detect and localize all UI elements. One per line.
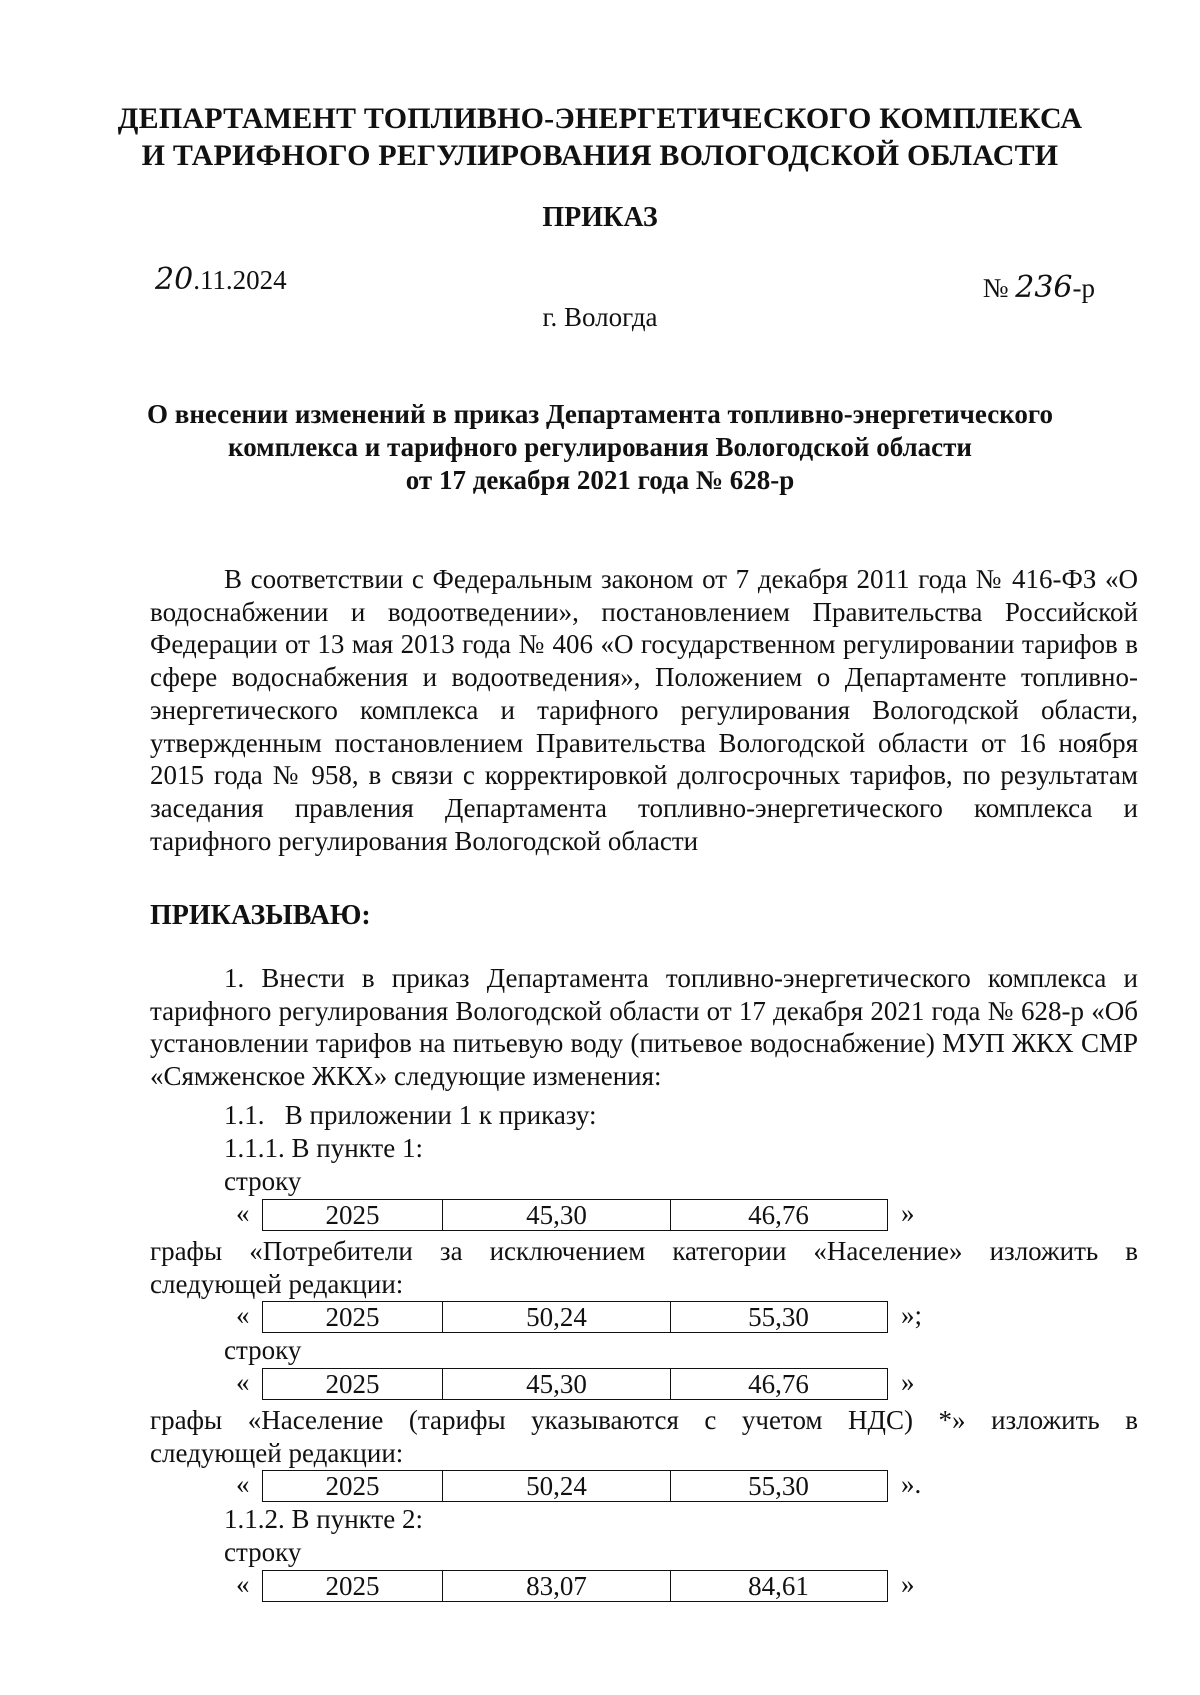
item-1-1-2: 1.1.2. В пункте 2: <box>224 1504 423 1534</box>
next-edition-label: следующей редакции: <box>150 1438 404 1468</box>
table-cell-value-2: 46,76 <box>748 1369 809 1399</box>
preamble-paragraph: В соответствии с Федеральным законом от 7 декабря 2011 года № 416-ФЗ «О водоснабжении и водоотведении», постановлением Правительства Российской Федерации от 13 мая 2013 года № 406 «О государственном регулировании тарифов в сфере водоснабжения и водоотведения», Положением о Департаменте топливно-энергетического комплекса и тарифного регулирования Вологодской области, утвержденным постановлением Правительства Вологодской области от 16 ноября 2015 года № 958, в связи с корректировкой долгосрочных тарифов, по результатам заседания правления Департамента топливно-энергетического комплекса и тарифного регулирования Вологодской области <box>150 564 1138 856</box>
city: г. Вологда <box>542 302 658 332</box>
order-date <box>155 262 287 297</box>
order-word: ПРИКАЗЫВАЮ: <box>150 900 371 931</box>
handwritten-number: 236 <box>1015 270 1073 305</box>
subject-line-1: О внесении изменений в приказ Департамента топливно-энергетического <box>146 399 1053 429</box>
stroku-label: строку <box>224 1537 302 1567</box>
table-cell-value-2: 46,76 <box>748 1200 809 1230</box>
table-cell-value-2: 84,61 <box>748 1571 809 1601</box>
order-subject <box>0 398 1200 497</box>
open-quote: « <box>236 1569 250 1599</box>
table-cell-value-1: 50,24 <box>443 1471 671 1501</box>
close-quote: » <box>901 1569 915 1599</box>
tariff-table-row <box>262 1199 888 1231</box>
table-cell-value-1: 83,07 <box>443 1571 671 1601</box>
table-cell-year: 2025 <box>263 1471 443 1501</box>
stroku-label: строку <box>224 1166 302 1196</box>
table-cell-year: 2025 <box>263 1369 443 1399</box>
grafy-2-line: графы «Население (тарифы указываются с учетом НДС) *» изложить в <box>150 1405 1138 1435</box>
department-header <box>0 100 1200 174</box>
close-quote-period: ». <box>901 1469 922 1499</box>
next-edition-label: следующей редакции: <box>150 1269 404 1299</box>
table-cell-value-2: 55,30 <box>748 1471 809 1501</box>
open-quote: « <box>236 1300 250 1330</box>
tariff-table-row <box>262 1570 888 1602</box>
table-cell-value-1: 45,30 <box>443 1369 671 1399</box>
table-cell-year: 2025 <box>263 1200 443 1230</box>
number-suffix: -р <box>1072 273 1095 303</box>
close-quote-semicolon: »; <box>901 1300 923 1330</box>
department-line-2: И ТАРИФНОГО РЕГУЛИРОВАНИЯ ВОЛОГОДСКОЙ ОБЛАСТИ <box>141 139 1059 172</box>
number-prefix: № <box>982 273 1009 303</box>
table-cell-year: 2025 <box>263 1571 443 1601</box>
item-1-1: 1.1. В приложении 1 к приказу: <box>224 1100 597 1130</box>
close-quote: » <box>901 1198 915 1228</box>
tariff-table-row <box>262 1301 888 1333</box>
open-quote: « <box>236 1367 250 1397</box>
close-quote: » <box>901 1367 915 1397</box>
order-number <box>983 270 1095 305</box>
date-rest: .11.2024 <box>193 265 287 295</box>
table-cell-value-1: 50,24 <box>443 1302 671 1332</box>
tariff-table-row <box>262 1368 888 1400</box>
subject-line-3: от 17 декабря 2021 года № 628-р <box>405 465 795 495</box>
department-line-1: ДЕПАРТАМЕНТ ТОПЛИВНО-ЭНЕРГЕТИЧЕСКОГО КОМПЛЕКСА <box>117 102 1083 135</box>
subject-line-2: комплекса и тарифного регулирования Вологодской области <box>228 432 972 462</box>
table-cell-value-2: 55,30 <box>748 1302 809 1332</box>
tariff-table-row <box>262 1470 888 1502</box>
item-1-1-1: 1.1.1. В пункте 1: <box>224 1133 423 1163</box>
grafy-1-line: графы «Потребители за исключением категории «Население» изложить в <box>150 1236 1138 1266</box>
open-quote: « <box>236 1469 250 1499</box>
open-quote: « <box>236 1198 250 1228</box>
stroku-label: строку <box>224 1335 302 1365</box>
doc-type-title: ПРИКАЗ <box>542 202 658 233</box>
table-cell-value-1: 45,30 <box>443 1200 671 1230</box>
item-1-paragraph: 1. Внести в приказ Департамента топливно-энергетического комплекса и тарифного регулирования Вологодской области от 17 декабря 2021 года № 628-р «Об установлении тарифов на питьевую воду (питьевое водоснабжение) МУП ЖКХ СМР «Сямженское ЖКХ» следующие изменения: <box>150 963 1138 1092</box>
table-cell-year: 2025 <box>263 1302 443 1332</box>
handwritten-day: 20 <box>155 262 194 297</box>
